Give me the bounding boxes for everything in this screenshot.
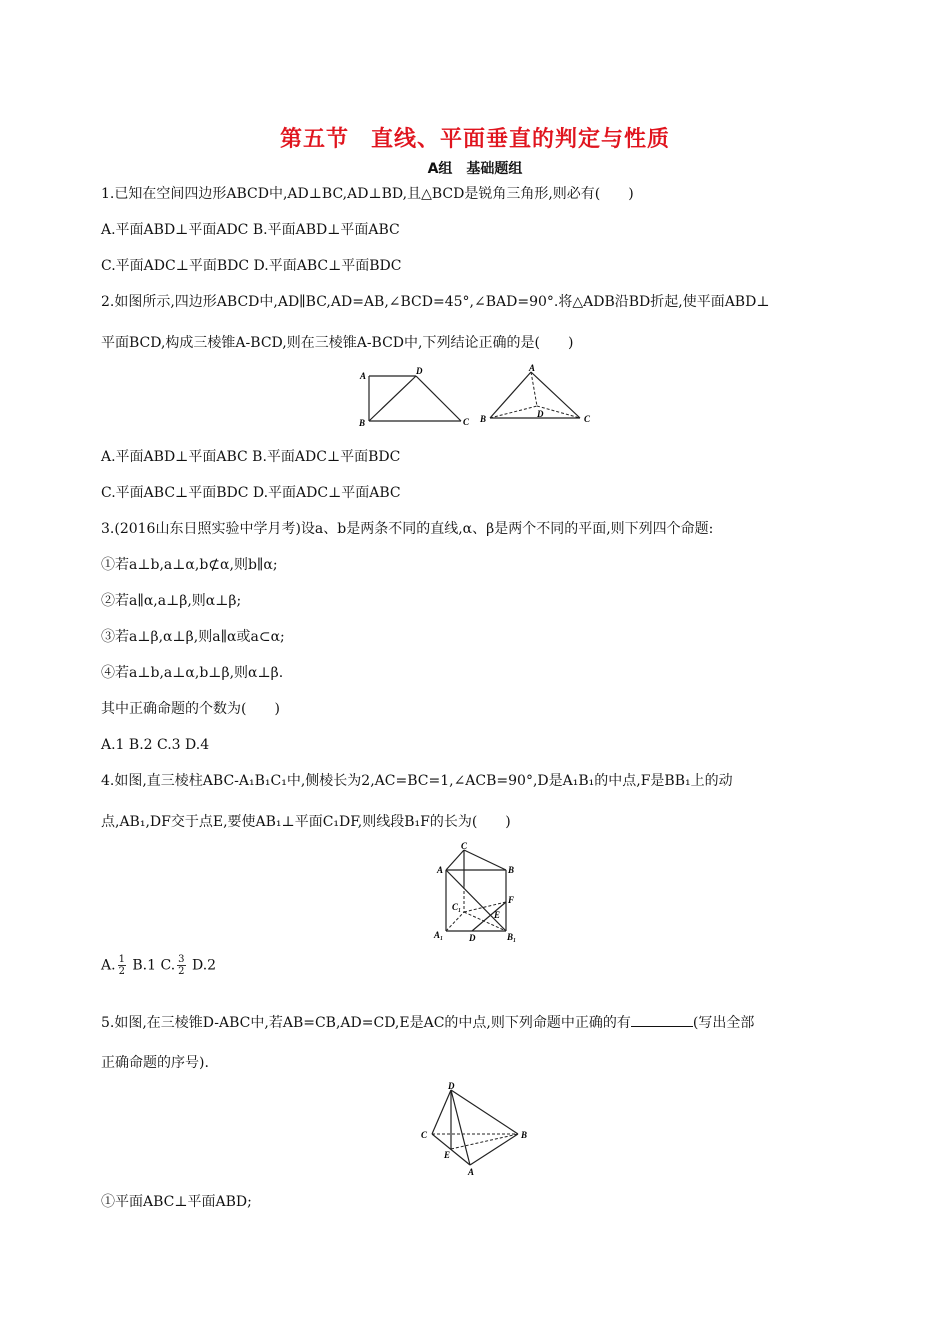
q3-proposition-3: ③若a⊥β,α⊥β,则a∥α或a⊂α;: [101, 629, 285, 645]
label-F: F: [508, 895, 515, 905]
q2-options-cd: C.平面ABC⊥平面BDC D.平面ADC⊥平面ABC: [101, 485, 401, 501]
label-E: E: [444, 1150, 451, 1160]
q5-stem-line2: 正确命题的序号).: [101, 1055, 209, 1071]
answer-blank[interactable]: [631, 1012, 693, 1027]
label-A: A: [437, 865, 444, 875]
q1-options-cd: C.平面ADC⊥平面BDC D.平面ABC⊥平面BDC: [101, 258, 402, 274]
label-C: C: [461, 841, 468, 851]
label-B1: B₁: [507, 932, 517, 942]
q4-stem-line2: 点,AB₁,DF交于点E,要使AB₁⊥平面C₁DF,则线段B₁F的长为( ): [101, 814, 511, 830]
q3-question: 其中正确命题的个数为( ): [101, 701, 280, 717]
q2-figure-quadrilateral: [355, 364, 475, 430]
q4-options: A. $\frac{1}{2}$ B.1 C. $\frac{3}{2}$ D.2: [101, 954, 217, 977]
label-D: D: [537, 409, 544, 419]
label-A1: A₁: [434, 930, 444, 940]
label-A: A: [360, 371, 367, 381]
q4-figure-prism: [430, 840, 530, 946]
q3-options: A.1 B.2 C.3 D.4: [101, 737, 210, 753]
fraction-three-halves: $\frac{3}{2}$: [178, 954, 185, 977]
label-D: D: [469, 933, 476, 943]
section-title: 第五节 直线、平面垂直的判定与性质: [279, 127, 671, 152]
q1-stem: 1.已知在空间四边形ABCD中,AD⊥BC,AD⊥BD,且△BCD是锐角三角形,则必有( ): [101, 186, 634, 202]
label-C: C: [584, 414, 591, 424]
q3-proposition-1: ①若a⊥b,a⊥α,b⊄α,则b∥α;: [101, 557, 278, 573]
label-E: E: [494, 910, 501, 920]
label-C: C: [463, 417, 470, 427]
label-A: A: [468, 1167, 475, 1177]
label-C1: C₁: [452, 902, 462, 912]
q5-figure-pyramid: [418, 1080, 534, 1180]
label-B: B: [480, 414, 487, 424]
label-D: D: [416, 366, 423, 376]
group-title: A组 基础题组: [427, 161, 523, 177]
label-D: D: [448, 1081, 455, 1091]
label-C: C: [421, 1130, 428, 1140]
q1-options-ab: A.平面ABD⊥平面ADC B.平面ABD⊥平面ABC: [101, 222, 400, 238]
q2-figure-pyramid: [478, 362, 598, 430]
label-B: B: [359, 418, 366, 428]
label-B: B: [508, 865, 515, 875]
q3-proposition-4: ④若a⊥b,a⊥α,b⊥β,则α⊥β.: [101, 665, 284, 681]
fraction-one-half: $\frac{1}{2}$: [118, 954, 125, 977]
q2-stem-line1: 2.如图所示,四边形ABCD中,AD∥BC,AD=AB,∠BCD=45°,∠BAD=90°.将△ADB沿BD折起,使平面ABD⊥: [101, 294, 770, 310]
q5-proposition-1: ①平面ABC⊥平面ABD;: [101, 1194, 252, 1210]
label-A: A: [529, 363, 536, 373]
q3-stem: 3.(2016山东日照实验中学月考)设a、b是两条不同的直线,α、β是两个不同的平面,则下列四个命题:: [101, 521, 714, 537]
q2-options-ab: A.平面ABD⊥平面ABC B.平面ADC⊥平面BDC: [101, 449, 401, 465]
q4-stem-line1: 4.如图,直三棱柱ABC-A₁B₁C₁中,侧棱长为2,AC=BC=1,∠ACB=90°,D是A₁B₁的中点,F是BB₁上的动: [101, 773, 733, 789]
q2-stem-line2: 平面BCD,构成三棱锥A-BCD,则在三棱锥A-BCD中,下列结论正确的是( ): [101, 335, 574, 351]
q5-stem-line1: 5.如图,在三棱锥D-ABC中,若AB=CB,AD=CD,E是AC的中点,则下列命题中正确的有 (写出全部: [101, 1012, 754, 1033]
label-B: B: [521, 1130, 528, 1140]
q3-proposition-2: ②若a∥α,a⊥β,则α⊥β;: [101, 593, 242, 609]
